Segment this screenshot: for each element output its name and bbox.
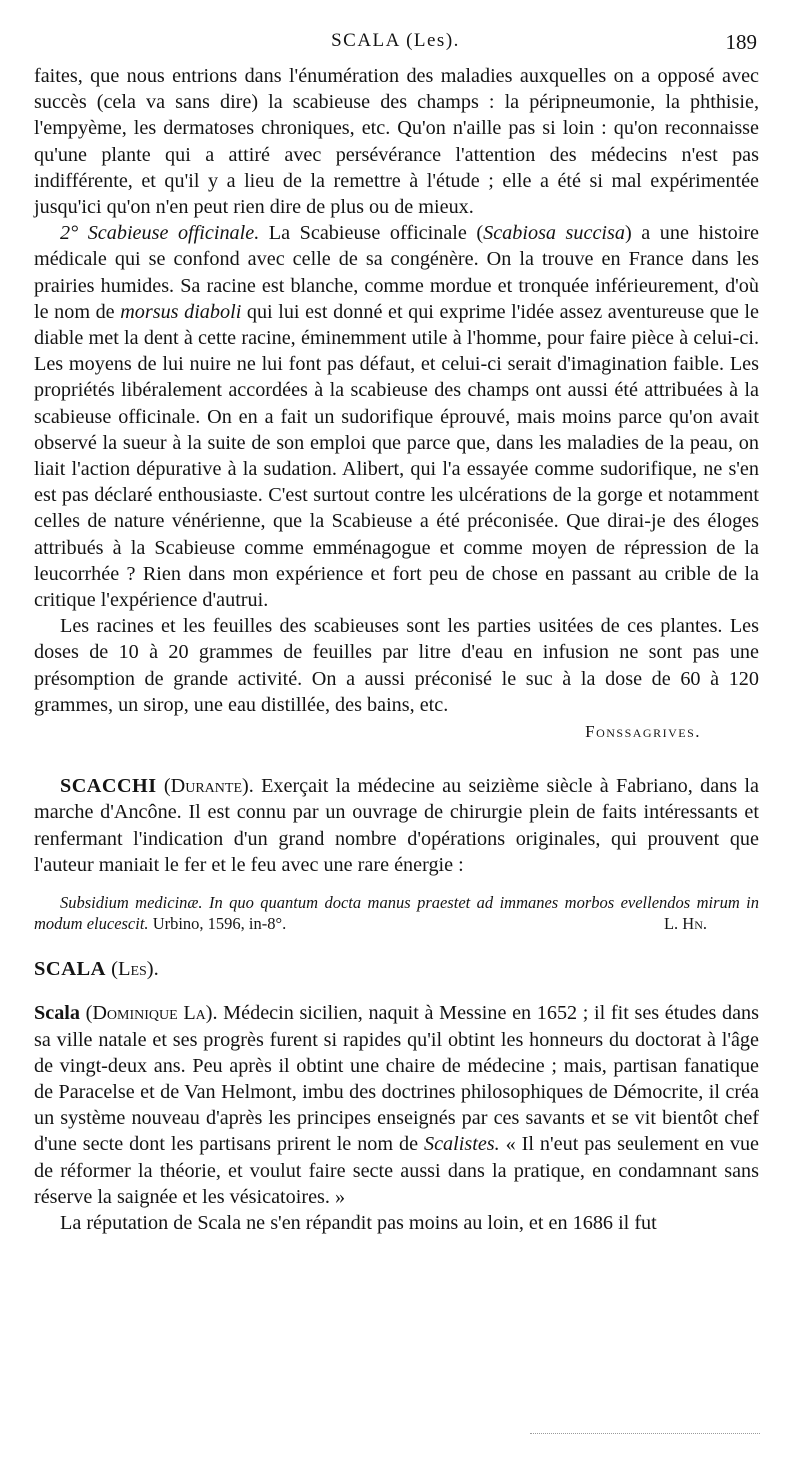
entry-scala-dominique [34,1000,759,1210]
entry-given-name: (Durante). [163,775,254,798]
biblio-details: Urbino, 1596, in-8°. [148,914,287,934]
text-span: qui lui est donné et qui exprime l'idée assez aventureuse que le diable met la dent à cette racine, éminemment utile à l'homme, pour faire pièce à celui-ci. Les moyens de lui nuire ne lui font pas défaut, et celui-ci serait d'imagination faible. Les propriétés libéralement accordées à la scabieuse des champs ont aussi été attribuées à la scabieuse officinale. On en a fait un sudorifique éprouvé, mais moins parce qu'on avait observé la sueur à la suite de son emploi que parce que, dans les maladies de la peau, on liait l'action dépurative à la sudation. Alibert, qui l'a essayée comme sudorifique, ne s'en est pas déclaré enthousiaste. C'est surtout contre les ulcérations de la gorge et notamment celles de nature vénérienne, que la Scabieuse a été préconisée. Que dirai-je des éloges attribués à la Scabieuse comme emménagogue et comme moyen de répression de la leucorrhée ? Rien dans mon expérience et fort peu de chose en passant au crible de la critique l'expérience d'autrui. [34,300,759,612]
entry-title: SCACCHI [60,775,157,798]
heading-name: SCALA [34,958,106,981]
biblio-title: Subsidium medicinæ. In quo quantum docta manus praestet ad immanes morbos evellendos mirum in modum elucescit. [34,893,759,934]
subsection-heading: 2° Scabieuse officinale. [60,222,260,245]
footer-dotted-rule [530,1433,760,1434]
text-span: « Il n'eut pas seulement en vue de réformer la théorie, et voulut faire secte aussi dans la pratique, en condamnant sans réserve la saignée et les vésicatoires. » [34,1133,759,1208]
text-span: ) a une histoire médicale qui se confond avec celle de sa congénère. On la trouve en France dans les prairies humides. Sa racine est blanche, comme mordue et tronquée inférieurement, d'où le nom de [34,222,759,323]
entry-heading-scala [34,956,759,982]
spacer [34,982,759,1000]
bibliography-scacchi [34,892,759,934]
paragraph-doses: Les racines et les feuilles des scabieuses sont les parties usitées de ces plantes. Les doses de 10 à 20 grammes de feuilles par litre d'eau en infusion ne sont pas une présomption de grande activité. On a aussi préconisé le suc à la dose de 60 à 120 grammes, un sirop, une eau distillée, des bains, etc. [34,615,759,716]
latin-phrase: morsus diaboli [120,300,242,323]
entry-title: Scala [34,1002,80,1025]
paragraph-reputation: La réputation de Scala ne s'en répandit pas moins au loin, et en 1686 il fut [60,1211,657,1234]
author-signature: Fonssagrives. [585,722,701,742]
text-span: Médecin sicilien, naquit à Messine en 1652 ; il fit ses études dans sa ville natale et ses progrès furent si rapides qu'il obtint les honneurs du doctorat à l'âge de vingt-deux ans. Peu après il obtint une chaire de médecine ; mais, partisan fanatique de Paracelse et de Van Helmont, imbu des doctrines philosophiques de Démocrite, il créa un système nouveau d'après les principes enseignés par ces savants et se vit bientôt chef d'une secte dont les partisans prirent le nom de [34,1002,759,1156]
page-header [34,30,757,56]
text-span: La Scabieuse officinale ( [259,222,484,245]
page-body [34,63,759,1236]
paragraph-scabieuse-champs-end: faites, que nous entrions dans l'énumération des maladies auxquelles on a opposé avec succès (cela va sans dire) la scabieuse des champs : la péripneumonie, la phthisie, l'empyème, les dermatoses chroniques, etc. Qu'on n'aille pas si loin : qu'on reconnaisse qu'une plante qui a attiré avec persévérance l'attention des médecins n'est pas indifférente, et qu'il y a lieu de la remettre à l'étude ; elle a été si mal expérimentée jusqu'ici qu'on n'en peut rien dire de plus ou de mieux. [34,65,759,219]
running-title: SCALA (Les). [331,30,460,51]
entry-given-name: (Dominique La). [85,1002,218,1025]
paragraph-scabieuse-officinale [34,220,759,613]
spacer [34,745,759,773]
page-number: 189 [725,30,757,54]
text-span: Exerçait la médecine au seizième siècle à Fabriano, dans la marche d'Ancône. Il est connu par un ouvrage de chirurgie plein de faits intéressants et renfermant l'indication d'un grand nombre d'opérations originales, qui prouvent que l'auteur maniait le fer et le feu avec une rare énergie : [34,775,759,876]
heading-rest: (Les). [111,958,159,981]
italic-term: Scalistes. [424,1133,500,1156]
latin-name: Scabiosa succisa [483,222,625,245]
biblio-signature: L. Hn. [663,914,707,934]
entry-scacchi [34,773,759,878]
